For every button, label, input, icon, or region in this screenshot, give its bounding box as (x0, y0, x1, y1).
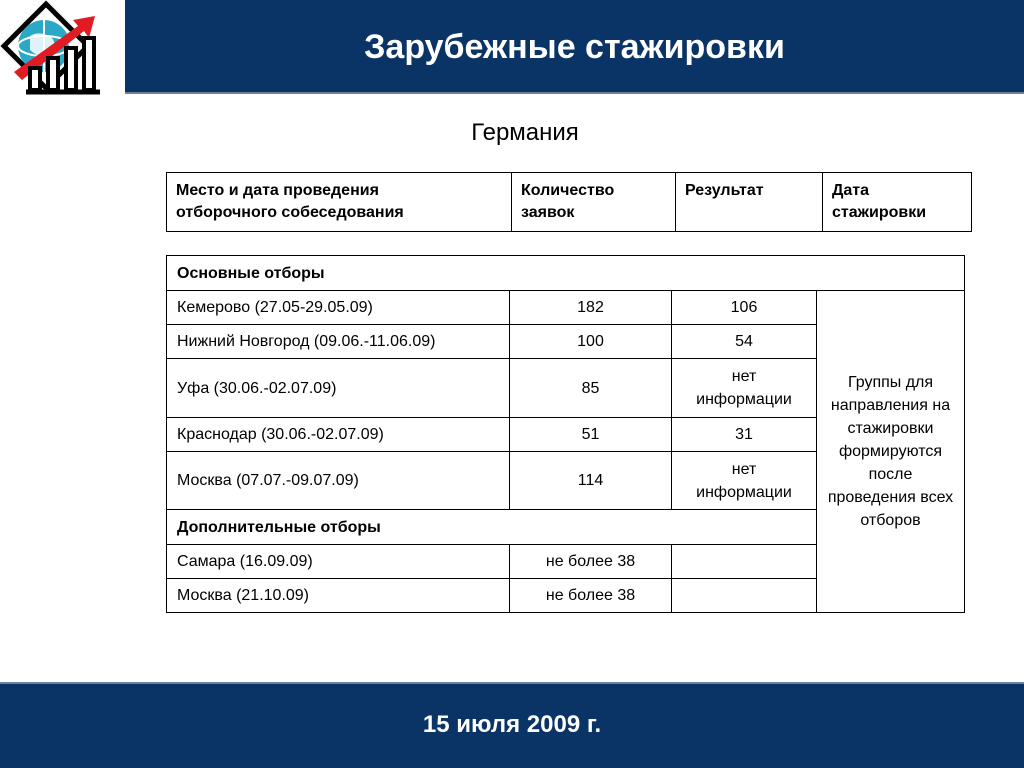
cell-result (672, 579, 817, 613)
footer-date: 15 июля 2009 г. (422, 711, 602, 738)
cell-count: 182 (510, 291, 672, 325)
col-header-date-text: Дата стажировки (832, 182, 927, 221)
table-row (167, 291, 965, 325)
cell-result: 31 (672, 418, 817, 452)
cell-place: Нижний Новгород (09.06.-11.06.09) (167, 325, 510, 359)
col-header-count-text: Количество заявок (521, 182, 615, 221)
cell-result: нет информации (672, 359, 817, 418)
cell-result: нет информации (672, 452, 817, 510)
cell-count: 114 (510, 452, 672, 510)
cell-result: 106 (672, 291, 817, 325)
col-header-result-text: Результат (685, 182, 764, 199)
col-header-place-text: Место и дата проведения отборочного собеседования (176, 182, 404, 221)
section-additional-label: Дополнительные отборы (167, 510, 817, 545)
selections-table (166, 255, 965, 613)
cell-count: 85 (510, 359, 672, 418)
cell-place: Уфа (30.06.-02.07.09) (167, 359, 510, 418)
logo-icon (0, 0, 110, 104)
cell-place: Москва (21.10.09) (167, 579, 510, 613)
col-header-date (823, 173, 972, 232)
cell-count: не более 38 (510, 545, 672, 579)
slide-title: Зарубежные стажировки (364, 28, 785, 66)
cell-result: 54 (672, 325, 817, 359)
cell-count: 100 (510, 325, 672, 359)
cell-place: Краснодар (30.06.-02.07.09) (167, 418, 510, 452)
cell-count: не более 38 (510, 579, 672, 613)
section-main-label: Основные отборы (167, 256, 965, 291)
cell-count: 51 (510, 418, 672, 452)
col-header-place (167, 173, 512, 232)
cell-result (672, 545, 817, 579)
col-header-count (512, 173, 676, 232)
cell-place: Москва (07.07.-09.07.09) (167, 452, 510, 510)
col-header-result (676, 173, 823, 232)
cell-place: Кемерово (27.05-29.05.09) (167, 291, 510, 325)
cell-internship-note: Группы для направления на стажировки формируются после проведения всех отборов (817, 291, 965, 613)
cell-place: Самара (16.09.09) (167, 545, 510, 579)
column-header-table (166, 172, 972, 232)
country-subtitle: Германия (471, 119, 579, 146)
